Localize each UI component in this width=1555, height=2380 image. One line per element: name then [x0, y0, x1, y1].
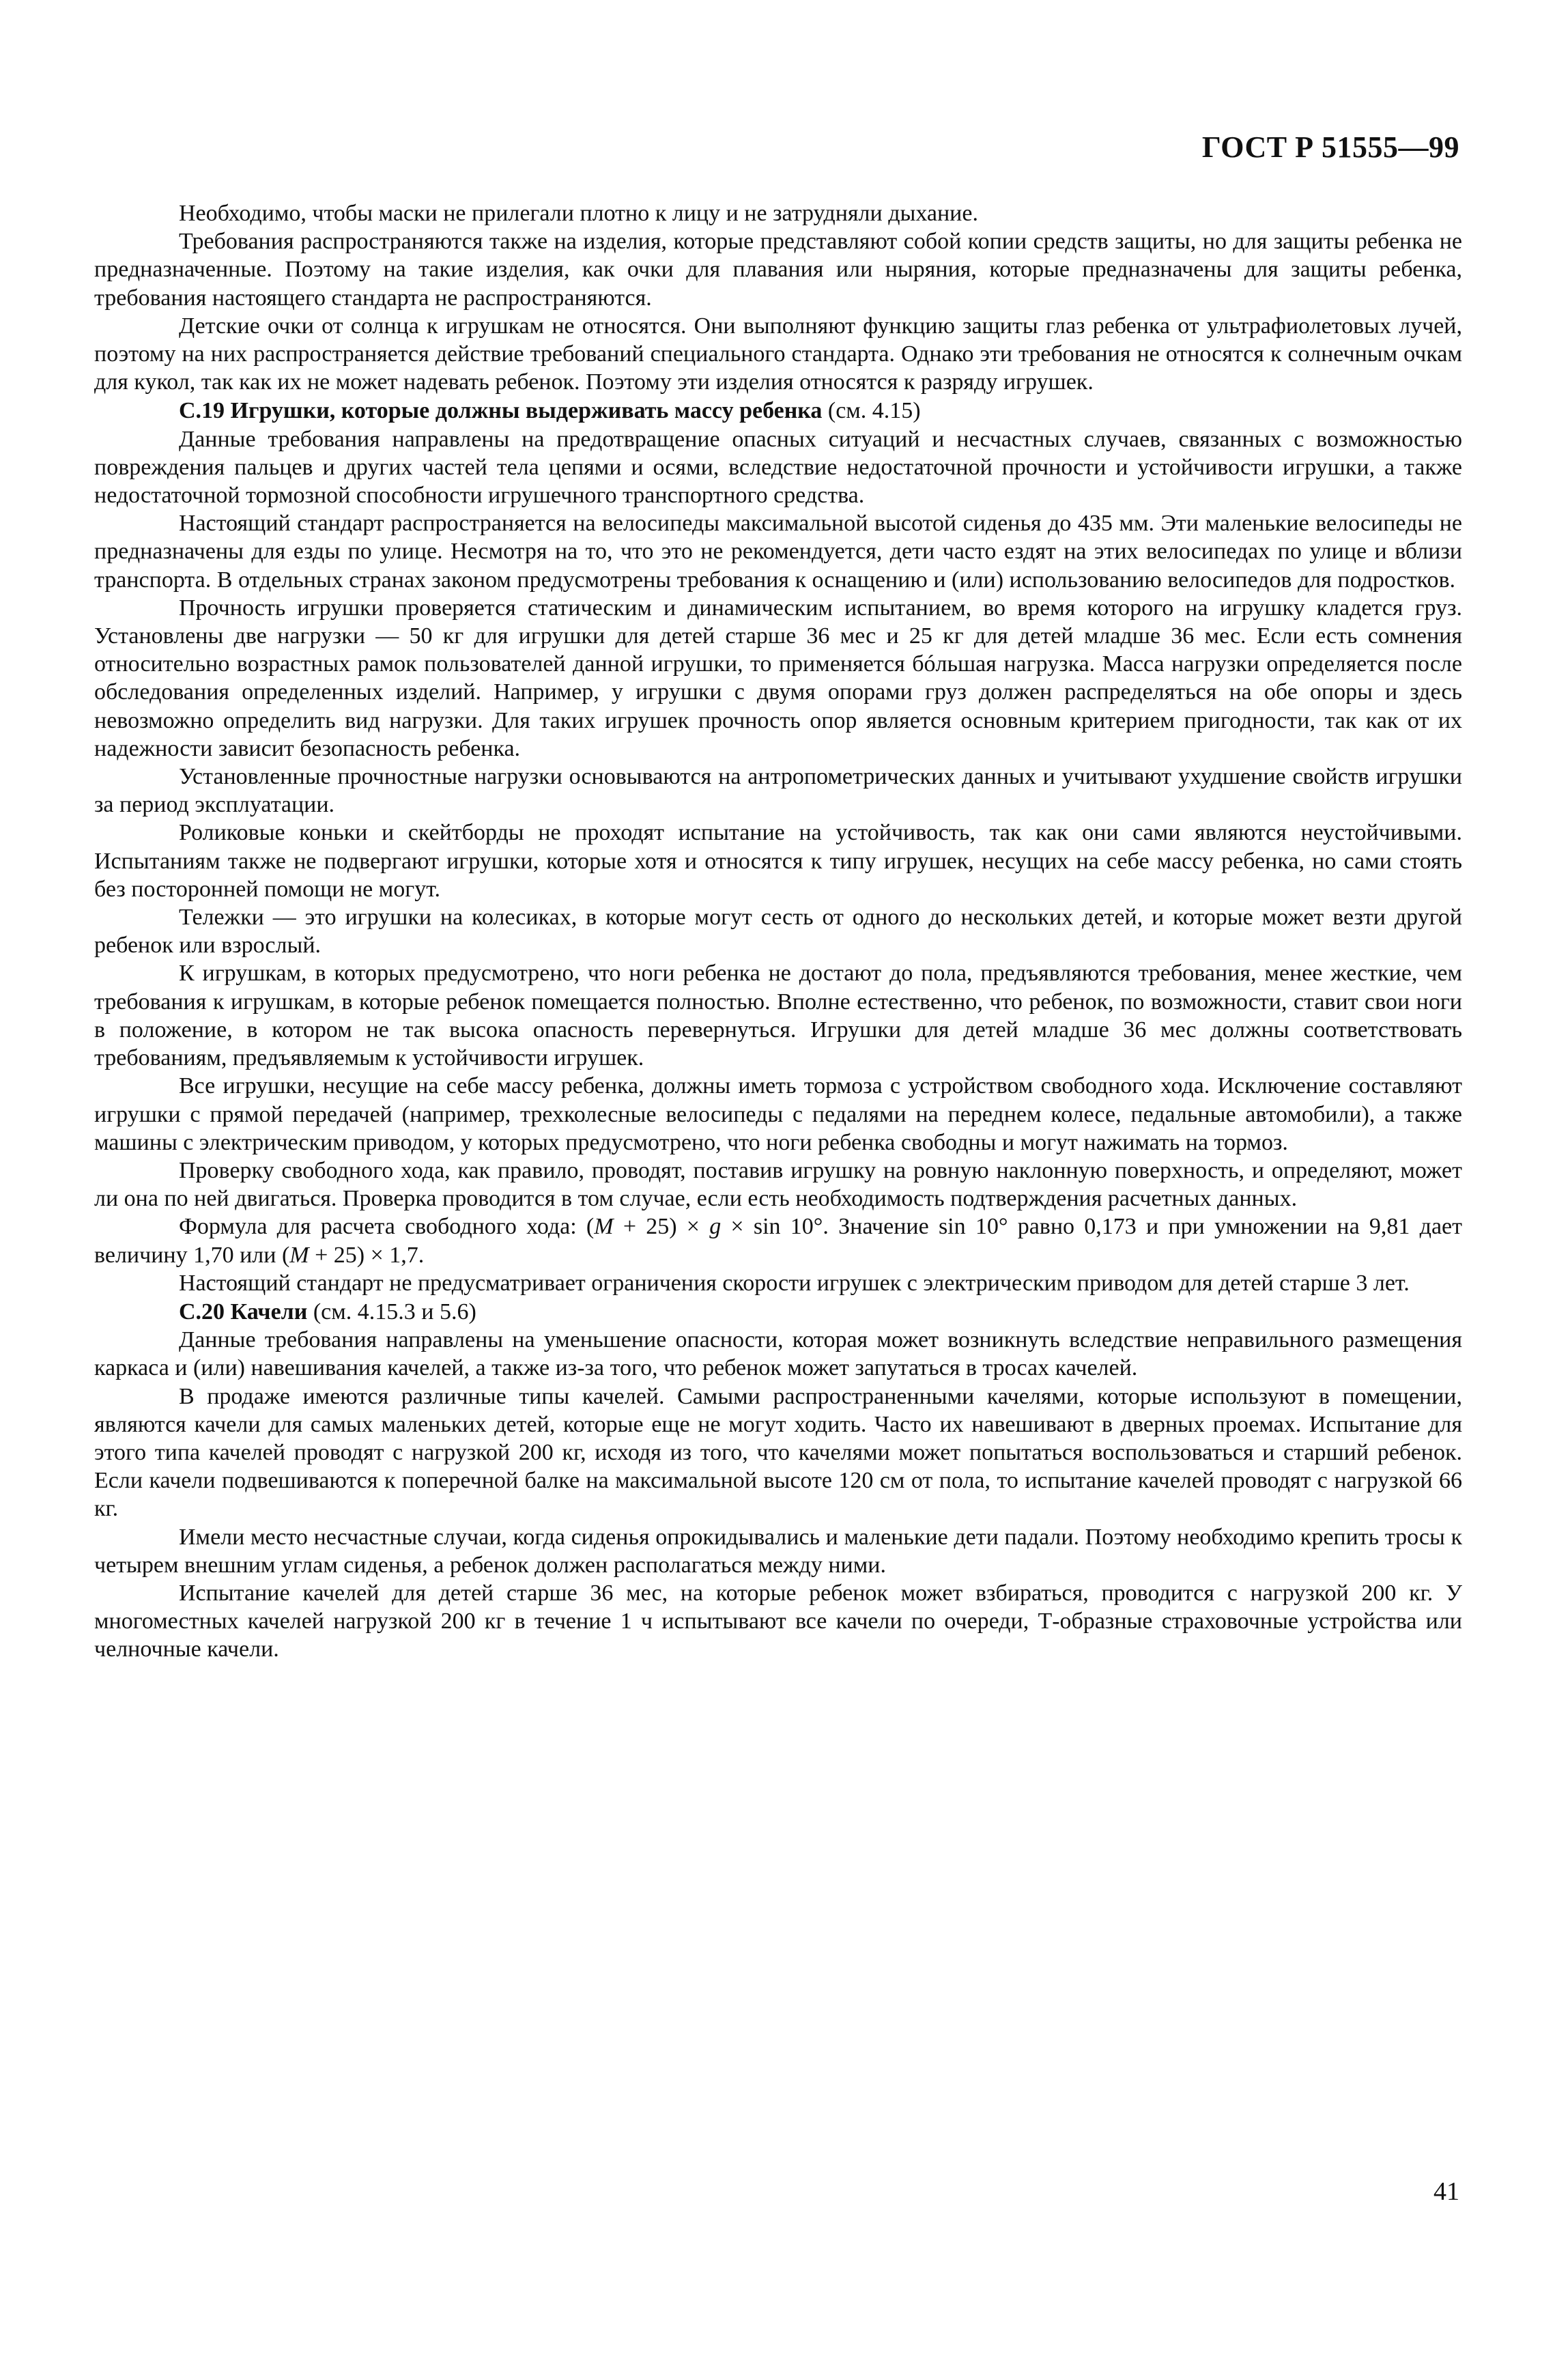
paragraph: Проверку свободного хода, как правило, проводят, поставив игрушку на ровную наклонную поверхность, и определяют, может ли она по ней двигаться. Проверка проводится в том случае, если есть необходимость подтверждения расчетных данных.: [94, 1157, 1462, 1212]
paragraph: Настоящий стандарт распространяется на велосипеды максимальной высотой сиденья до 435 мм. Эти маленькие велосипеды не предназначены для езды по улице. Несмотря на то, что это не рекомендуется, дети часто ездят на этих велосипедах по улице и вблизи транспорта. В отдельных странах законом предусмотрены требования к оснащению и (или) использованию велосипедов для подростков.: [94, 511, 1462, 593]
standard-header: ГОСТ Р 51555—99: [1201, 130, 1459, 164]
paragraph: Данные требования направлены на уменьшение опасности, которая может возникнуть вследствие неправильного размещения каркаса и (или) навешивания качелей, а также из-за того, что ребенок может запутаться в тросах качелей.: [94, 1327, 1462, 1381]
section-heading-c20: [94, 1298, 1462, 1326]
section-title: С.19 Игрушки, которые должны выдерживать массу ребенка: [179, 398, 823, 424]
section-reference: (см. 4.15.3 и 5.6): [307, 1299, 476, 1324]
formula-text: × sin 10°. Значение sin 10° равно 0,173 и при умножении на 9,81 дает величину 1,70 или (: [94, 1214, 1463, 1268]
formula-variable: M: [289, 1242, 309, 1268]
section-title: С.20 Качели: [179, 1299, 308, 1324]
paragraph: Тележки — это игрушки на колесиках, в которые могут сесть от одного до нескольких детей, и которые может везти другой ребенок или взрослый.: [94, 905, 1462, 959]
paragraph: Настоящий стандарт не предусматривает ограничения скорости игрушек с электрическим приводом для детей старше 3 лет.: [179, 1270, 1410, 1296]
paragraph: Детские очки от солнца к игрушкам не относятся. Они выполняют функцию защиты глаз ребенка от ультрафиолетовых лучей, поэтому на них распространяется действие требований специального стандарта. Однако эти требования не относятся к солнечным очкам для кукол, так как их не может надевать ребенок. Поэтому эти изделия относятся к разряду игрушек.: [94, 313, 1462, 395]
formula-text: + 25) × 1,7.: [309, 1242, 425, 1268]
formula-text: + 25) ×: [613, 1214, 710, 1240]
formula-text: Формула для расчета свободного хода: (: [179, 1214, 595, 1240]
paragraph: Требования распространяются также на изделия, которые представляют собой копии средств защиты, но для защиты ребенка не предназначенные. Поэтому на такие изделия, как очки для плавания или ныряния, которые предназначены для защиты ребенка, требования настоящего стандарта не распространяются.: [94, 229, 1462, 311]
paragraph: Все игрушки, несущие на себе массу ребенка, должны иметь тормоза с устройством свободного хода. Исключение составляют игрушки с прямой передачей (например, трехколесные велосипеды с педалями на переднем колесе, педальные автомобили), а также машины с электрическим приводом, у которых предусмотрено, что ноги ребенка свободны и могут нажимать на тормоз.: [94, 1073, 1462, 1155]
document-body: [94, 199, 1462, 1664]
formula-paragraph: [94, 1213, 1462, 1269]
paragraph: В продаже имеются различные типы качелей. Самыми распространенными качелями, которые используют в помещении, являются качели для самых маленьких детей, которые еще не могут ходить. Часто их навешивают в дверных проемах. Испытание для этого типа качелей проводят с нагрузкой 200 кг, исходя из того, что качелями может попытаться воспользоваться и старший ребенок. Если качели подвешиваются к поперечной балке на максимальной высоте 120 см от пола, то испытание качелей проводят с нагрузкой 66 кг.: [94, 1383, 1462, 1522]
paragraph: К игрушкам, в которых предусмотрено, что ноги ребенка не достают до пола, предъявляются требования, менее жесткие, чем требования к игрушкам, в которые ребенок помещается полностью. Вполне естественно, что ребенок, по возможности, ставит свои ноги в положение, в котором не так высока опасность перевернуться. Игрушки для детей младше 36 мес должны соответствовать требованиям, предъявляемым к устойчивости игрушек.: [94, 961, 1462, 1071]
section-reference: (см. 4.15): [822, 398, 921, 424]
paragraph: Испытание качелей для детей старше 36 мес, на которые ребенок может взбираться, проводится с нагрузкой 200 кг. У многоместных качелей нагрузкой 200 кг в течение 1 ч испытывают все качели по очереди, Т-образные страховочные устройства или челночные качели.: [94, 1580, 1462, 1662]
paragraph: Установленные прочностные нагрузки основываются на антропометрических данных и учитывают ухудшение свойств игрушки за период эксплуатации.: [94, 764, 1462, 818]
paragraph: Имели место несчастные случаи, когда сиденья опрокидывались и маленькие дети падали. Поэтому необходимо крепить тросы к четырем внешним углам сиденья, а ребенок должен располагаться между ними.: [94, 1524, 1462, 1578]
paragraph: Данные требования направлены на предотвращение опасных ситуаций и несчастных случаев, связанных с возможностью повреждения пальцев и других частей тела цепями и осями, вследствие недостаточной прочности и устойчивости игрушки, а также недостаточной тормозной способности игрушечного транспортного средства.: [94, 426, 1462, 509]
paragraph: Роликовые коньки и скейтборды не проходят испытание на устойчивость, так как они сами являются неустойчивыми. Испытаниям также не подвергают игрушки, которые хотя и относятся к типу игрушек, несущих на себе массу ребенка, но сами стоять без посторонней помощи не могут.: [94, 820, 1462, 902]
formula-variable: M: [594, 1214, 614, 1240]
paragraph: Прочность игрушки проверяется статическим и динамическим испытанием, во время которого на игрушку кладется груз. Установлены две нагрузки — 50 кг для игрушки для детей старше 36 мес и 25 кг для детей младше 36 мес. Если есть сомнения относительно возрастных рамок пользователей данной игрушки, то применяется бóльшая нагрузка. Масса нагрузки определяется после обследования определенных изделий. Например, у игрушки с двумя опорами груз должен распределяться на обе опоры и здесь невозможно определить вид нагрузки. Для таких игрушек прочность опор является основным критерием пригодности, так как от их надежности зависит безопасность ребенка.: [94, 595, 1462, 761]
formula-variable: g: [709, 1214, 722, 1240]
page-number: 41: [1433, 2177, 1459, 2206]
section-heading-c19: [94, 397, 1462, 425]
paragraph: Необходимо, чтобы маски не прилегали плотно к лицу и не затрудняли дыхание.: [179, 201, 978, 226]
